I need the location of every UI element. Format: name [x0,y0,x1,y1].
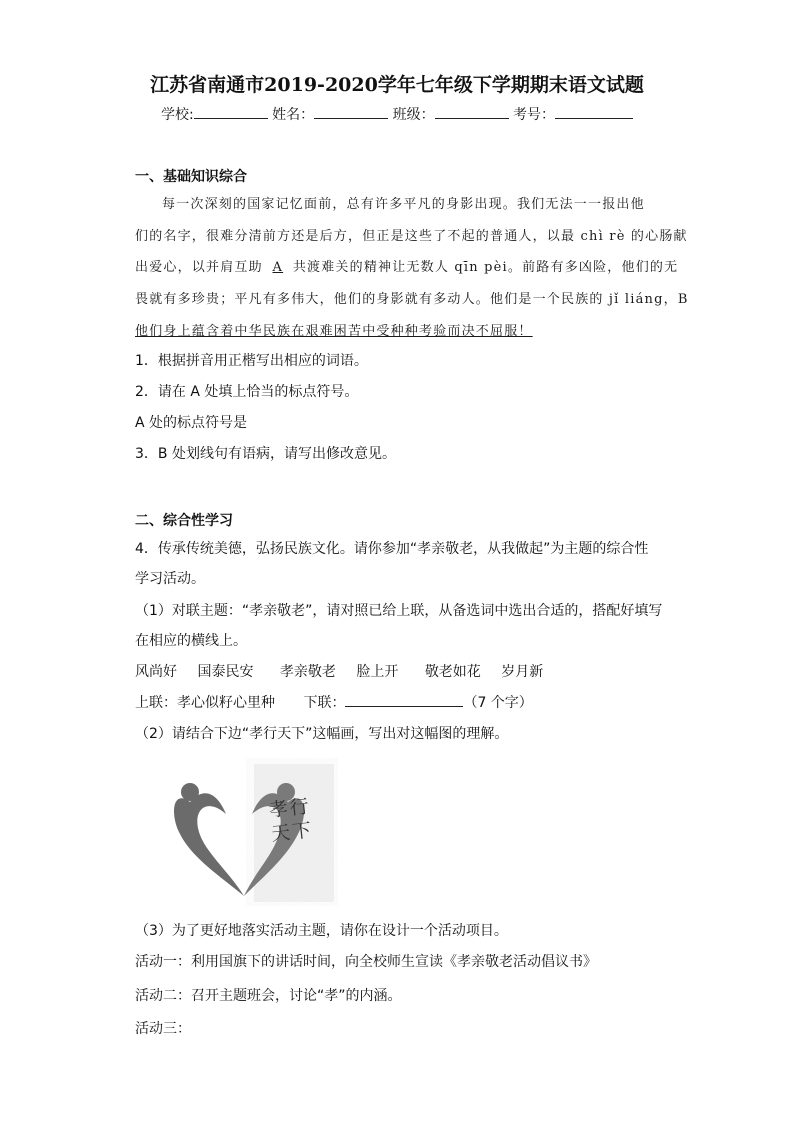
sub-question-2: （2）请结合下边“孝行天下”这幅画，写出对这幅图的理解。 [135,726,509,742]
activity-2: 活动二：召开主题班会，讨论“孝”的内涵。 [135,988,402,1004]
passage-line-4: 畏就有多珍贵；平凡有多伟大，他们的身影就有多动人。他们是一个民族的 jǐ liáng，B [135,292,689,307]
class-field[interactable] [435,104,509,119]
section2-heading: 二、综合性学习 [135,513,233,529]
passage-line-5-underlined: 他们身上蕴含着中华民族在艰难困苦中受种种考验而决不屈服！ [135,324,533,339]
option-4: 脸上开 [356,664,399,680]
question-2: 2．请在 A 处填上恰当的标点符号。 [135,384,359,400]
sub-question-1-line-2: 在相应的横线上。 [135,633,247,649]
student-info-line [0,104,794,124]
passage-line-2: 们的名字，很难分清前方还是后方，但正是这些了不起的普通人，以最 chì rè 的心肠献 [135,229,688,244]
passage-line-3 [135,256,678,275]
class-label: 班级： [392,107,435,123]
exam-no-label: 考号： [513,107,556,123]
school-label: 学校: [160,107,194,123]
passage-line-1: 每一次深刻的国家记忆面前，总有许多平凡的身影出现。我们无法一一报出他 [162,197,645,212]
question-4-line-1: 4．传承传统美德，弘扬民族文化。请你参加“孝亲敬老，从我做起”为主题的综合性 [135,541,649,557]
activity-1: 活动一：利用国旗下的讲话时间，向全校师生宣读《孝亲敬老活动倡议书》 [135,954,597,970]
option-5: 敬老如花 [424,664,481,680]
name-field[interactable] [314,104,388,119]
section1-heading: 一、基础知识综合 [135,169,247,185]
figure-calligraphy-text: 孝行天下 [267,795,315,846]
exam-no-field[interactable] [555,104,633,119]
couplet-lower-label: 下联： [303,695,346,711]
couplet-line [135,692,533,712]
option-6: 岁月新 [501,664,544,680]
page-title: 江苏省南通市2019-2020学年七年级下学期期末语文试题 [150,74,644,96]
passage-line-3-start: 出爱心，以并肩互助 [135,260,263,275]
couplet-lower-field[interactable] [345,692,463,707]
activity-3: 活动三： [135,1021,191,1037]
xiaoxingtianxia-image [168,758,338,906]
option-1: 风尚好 [135,664,177,680]
passage-line-3-end: 共渡难关的精神让无数人 qīn pèi。前路有多凶险，他们的无 [292,260,679,275]
blank-a-marker[interactable]: A [272,260,284,275]
option-3: 孝亲敬老 [279,664,336,680]
question-4-line-2: 学习活动。 [135,571,205,587]
sub-question-3: （3）为了更好地落实活动主题，请你在设计一个活动项目。 [135,923,508,939]
name-label: 姓名： [272,107,315,123]
question-3: 3．B 处划线句有语病，请写出修改意见。 [135,446,396,462]
couplet-note: （7 个字） [463,695,533,711]
sub-question-1-line-1: （1）对联主题：“孝亲敬老”，请对照已给上联，从备选词中选出合适的，搭配好填写 [135,603,663,619]
option-2: 国泰民安 [197,664,254,680]
option-list [135,661,543,681]
school-field[interactable] [194,104,268,119]
question-1: 1．根据拼音用正楷写出相应的词语。 [135,353,368,369]
couplet-upper: 上联：孝心似籽心里种 [135,695,275,711]
question-2-answer-prompt: A 处的标点符号是 [135,415,248,431]
